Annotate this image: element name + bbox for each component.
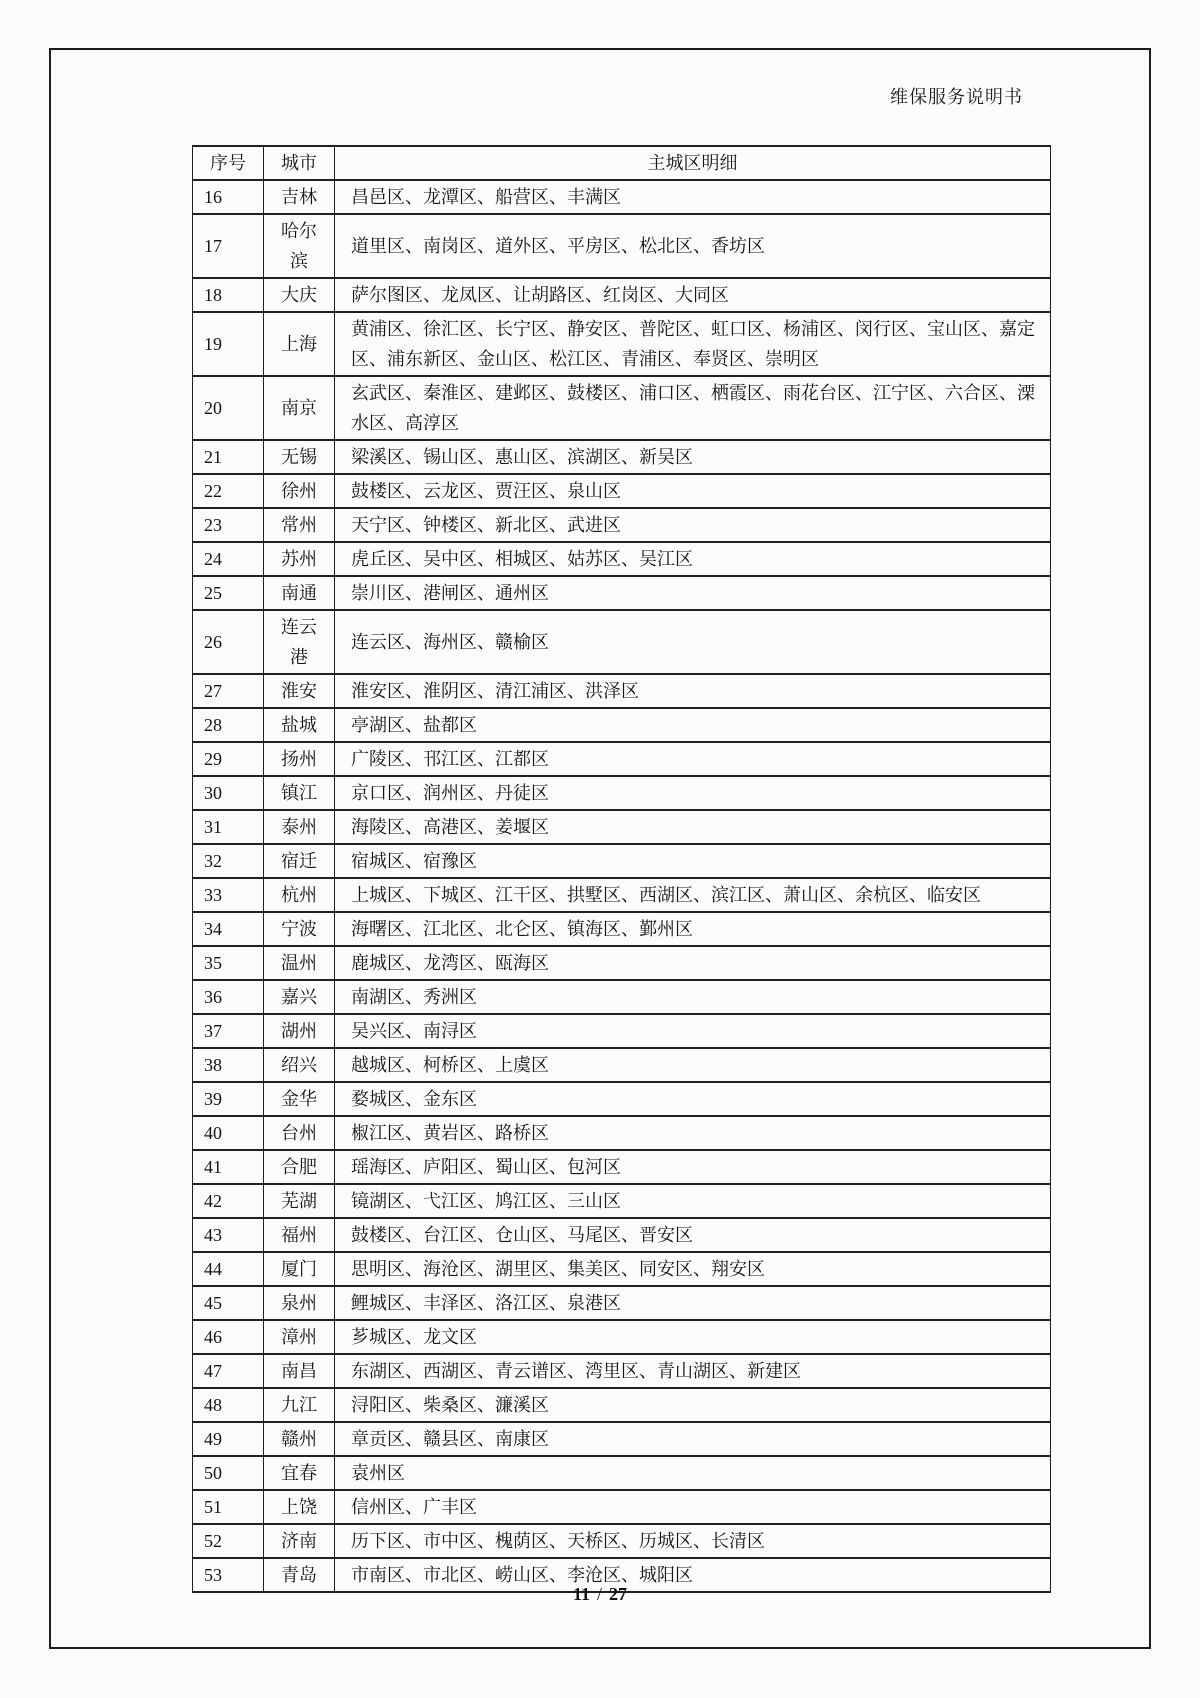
districts-cell: 京口区、润州区、丹徒区 (335, 776, 1051, 810)
table-row (193, 610, 1051, 674)
city-cell: 南通 (264, 576, 335, 610)
districts-cell: 南湖区、秀洲区 (335, 980, 1051, 1014)
row-number-cell: 48 (193, 1388, 264, 1422)
row-number-cell: 51 (193, 1490, 264, 1524)
row-number-cell: 25 (193, 576, 264, 610)
districts-cell: 章贡区、赣县区、南康区 (335, 1422, 1051, 1456)
districts-cell: 虎丘区、吴中区、相城区、姑苏区、吴江区 (335, 542, 1051, 576)
city-cell: 合肥 (264, 1150, 335, 1184)
districts-cell: 昌邑区、龙潭区、船营区、丰满区 (335, 180, 1051, 214)
city-cell: 漳州 (264, 1320, 335, 1354)
districts-cell: 天宁区、钟楼区、新北区、武进区 (335, 508, 1051, 542)
table-row (193, 1082, 1051, 1116)
table-row (193, 1218, 1051, 1252)
city-cell: 南昌 (264, 1354, 335, 1388)
city-cell: 泰州 (264, 810, 335, 844)
districts-cell: 淮安区、淮阴区、清江浦区、洪泽区 (335, 674, 1051, 708)
row-number-cell: 34 (193, 912, 264, 946)
city-cell: 常州 (264, 508, 335, 542)
districts-cell: 信州区、广丰区 (335, 1490, 1051, 1524)
row-number-cell: 18 (193, 278, 264, 312)
row-number-cell: 52 (193, 1524, 264, 1558)
table-row (193, 946, 1051, 980)
city-cell: 泉州 (264, 1286, 335, 1320)
city-cell: 厦门 (264, 1252, 335, 1286)
row-number-cell: 31 (193, 810, 264, 844)
districts-cell: 鼓楼区、台江区、仓山区、马尾区、晋安区 (335, 1218, 1051, 1252)
row-number-cell: 41 (193, 1150, 264, 1184)
row-number-cell: 53 (193, 1558, 264, 1592)
table-row (193, 1048, 1051, 1082)
table-header-row (193, 146, 1051, 180)
table-row (193, 376, 1051, 440)
row-number-cell: 17 (193, 214, 264, 278)
row-number-cell: 30 (193, 776, 264, 810)
city-cell: 济南 (264, 1524, 335, 1558)
row-number-cell: 20 (193, 376, 264, 440)
districts-cell: 崇川区、港闸区、通州区 (335, 576, 1051, 610)
city-cell: 上海 (264, 312, 335, 376)
row-number-cell: 27 (193, 674, 264, 708)
districts-cell: 海陵区、高港区、姜堰区 (335, 810, 1051, 844)
city-cell: 镇江 (264, 776, 335, 810)
row-number-cell: 26 (193, 610, 264, 674)
districts-cell: 海曙区、江北区、北仑区、镇海区、鄞州区 (335, 912, 1051, 946)
table-row (193, 1116, 1051, 1150)
districts-cell: 鹿城区、龙湾区、瓯海区 (335, 946, 1051, 980)
row-number-cell: 21 (193, 440, 264, 474)
table-row (193, 214, 1051, 278)
table-row (193, 674, 1051, 708)
row-number-cell: 42 (193, 1184, 264, 1218)
header-cell-districts: 主城区明细 (335, 146, 1051, 180)
city-cell: 台州 (264, 1116, 335, 1150)
row-number-cell: 44 (193, 1252, 264, 1286)
districts-cell: 连云区、海州区、赣榆区 (335, 610, 1051, 674)
table-row (193, 1184, 1051, 1218)
districts-cell: 梁溪区、锡山区、惠山区、滨湖区、新吴区 (335, 440, 1051, 474)
table-row (193, 1014, 1051, 1048)
table-row (193, 1150, 1051, 1184)
city-cell: 温州 (264, 946, 335, 980)
districts-cell: 吴兴区、南浔区 (335, 1014, 1051, 1048)
city-cell: 淮安 (264, 674, 335, 708)
row-number-cell: 49 (193, 1422, 264, 1456)
districts-cell: 镜湖区、弋江区、鸠江区、三山区 (335, 1184, 1051, 1218)
table-row (193, 742, 1051, 776)
districts-cell: 东湖区、西湖区、青云谱区、湾里区、青山湖区、新建区 (335, 1354, 1051, 1388)
page-number-current: 11 (572, 1584, 590, 1604)
table-row (193, 576, 1051, 610)
row-number-cell: 24 (193, 542, 264, 576)
city-cell: 吉林 (264, 180, 335, 214)
table-row (193, 542, 1051, 576)
city-cell: 南京 (264, 376, 335, 440)
city-cell: 苏州 (264, 542, 335, 576)
page-number-separator: / (597, 1584, 603, 1604)
row-number-cell: 45 (193, 1286, 264, 1320)
row-number-cell: 28 (193, 708, 264, 742)
table-row (193, 912, 1051, 946)
row-number-cell: 46 (193, 1320, 264, 1354)
city-districts-table (192, 145, 1051, 1593)
table-row (193, 980, 1051, 1014)
city-cell: 赣州 (264, 1422, 335, 1456)
city-cell: 福州 (264, 1218, 335, 1252)
row-number-cell: 32 (193, 844, 264, 878)
table-row (193, 1320, 1051, 1354)
table-row (193, 1524, 1051, 1558)
city-cell: 九江 (264, 1388, 335, 1422)
table-row (193, 312, 1051, 376)
districts-cell: 椒江区、黄岩区、路桥区 (335, 1116, 1051, 1150)
document-header-title: 维保服务说明书 (890, 87, 1023, 107)
districts-cell: 婺城区、金东区 (335, 1082, 1051, 1116)
row-number-cell: 39 (193, 1082, 264, 1116)
table-row (193, 440, 1051, 474)
table-row (193, 508, 1051, 542)
districts-cell: 道里区、南岗区、道外区、平房区、松北区、香坊区 (335, 214, 1051, 278)
districts-cell: 越城区、柯桥区、上虞区 (335, 1048, 1051, 1082)
row-number-cell: 47 (193, 1354, 264, 1388)
row-number-cell: 35 (193, 946, 264, 980)
table-row (193, 278, 1051, 312)
districts-cell: 浔阳区、柴桑区、濂溪区 (335, 1388, 1051, 1422)
districts-cell: 思明区、海沧区、湖里区、集美区、同安区、翔安区 (335, 1252, 1051, 1286)
table-row (193, 1490, 1051, 1524)
row-number-cell: 22 (193, 474, 264, 508)
city-cell: 大庆 (264, 278, 335, 312)
row-number-cell: 37 (193, 1014, 264, 1048)
city-cell: 宜春 (264, 1456, 335, 1490)
city-cell: 杭州 (264, 878, 335, 912)
table-row (193, 1422, 1051, 1456)
city-cell: 无锡 (264, 440, 335, 474)
districts-cell: 亭湖区、盐都区 (335, 708, 1051, 742)
header-cell-city: 城市 (264, 146, 335, 180)
table-row (193, 1252, 1051, 1286)
row-number-cell: 43 (193, 1218, 264, 1252)
districts-cell: 黄浦区、徐汇区、长宁区、静安区、普陀区、虹口区、杨浦区、闵行区、宝山区、嘉定区、浦东新区、金山区、松江区、青浦区、奉贤区、崇明区 (335, 312, 1051, 376)
table-row (193, 1286, 1051, 1320)
city-cell: 徐州 (264, 474, 335, 508)
city-cell: 青岛 (264, 1558, 335, 1592)
districts-cell: 芗城区、龙文区 (335, 1320, 1051, 1354)
table-row (193, 810, 1051, 844)
table-row (193, 878, 1051, 912)
city-cell: 扬州 (264, 742, 335, 776)
page-number-total: 27 (609, 1584, 628, 1604)
table-row (193, 1354, 1051, 1388)
table-row (193, 708, 1051, 742)
city-cell: 宿迁 (264, 844, 335, 878)
table-row (193, 1456, 1051, 1490)
districts-cell: 广陵区、邗江区、江都区 (335, 742, 1051, 776)
districts-cell: 历下区、市中区、槐荫区、天桥区、历城区、长清区 (335, 1524, 1051, 1558)
city-cell: 哈尔滨 (264, 214, 335, 278)
districts-cell: 萨尔图区、龙凤区、让胡路区、红岗区、大同区 (335, 278, 1051, 312)
city-cell: 盐城 (264, 708, 335, 742)
city-cell: 湖州 (264, 1014, 335, 1048)
table-row (193, 1388, 1051, 1422)
districts-cell: 玄武区、秦淮区、建邺区、鼓楼区、浦口区、栖霞区、雨花台区、江宁区、六合区、溧水区、高淳区 (335, 376, 1051, 440)
city-cell: 芜湖 (264, 1184, 335, 1218)
city-cell: 金华 (264, 1082, 335, 1116)
table-row (193, 776, 1051, 810)
row-number-cell: 16 (193, 180, 264, 214)
row-number-cell: 36 (193, 980, 264, 1014)
districts-cell: 瑶海区、庐阳区、蜀山区、包河区 (335, 1150, 1051, 1184)
row-number-cell: 19 (193, 312, 264, 376)
city-cell: 连云港 (264, 610, 335, 674)
page-number (0, 1584, 1200, 1605)
districts-cell: 上城区、下城区、江干区、拱墅区、西湖区、滨江区、萧山区、余杭区、临安区 (335, 878, 1051, 912)
row-number-cell: 33 (193, 878, 264, 912)
header-cell-number: 序号 (193, 146, 264, 180)
row-number-cell: 38 (193, 1048, 264, 1082)
districts-cell: 市南区、市北区、崂山区、李沧区、城阳区 (335, 1558, 1051, 1592)
districts-cell: 袁州区 (335, 1456, 1051, 1490)
city-cell: 绍兴 (264, 1048, 335, 1082)
row-number-cell: 40 (193, 1116, 264, 1150)
row-number-cell: 23 (193, 508, 264, 542)
row-number-cell: 50 (193, 1456, 264, 1490)
table-row (193, 844, 1051, 878)
table-row (193, 180, 1051, 214)
row-number-cell: 29 (193, 742, 264, 776)
table-row (193, 474, 1051, 508)
districts-cell: 鼓楼区、云龙区、贾汪区、泉山区 (335, 474, 1051, 508)
city-cell: 上饶 (264, 1490, 335, 1524)
city-cell: 嘉兴 (264, 980, 335, 1014)
districts-cell: 宿城区、宿豫区 (335, 844, 1051, 878)
districts-cell: 鲤城区、丰泽区、洛江区、泉港区 (335, 1286, 1051, 1320)
city-cell: 宁波 (264, 912, 335, 946)
